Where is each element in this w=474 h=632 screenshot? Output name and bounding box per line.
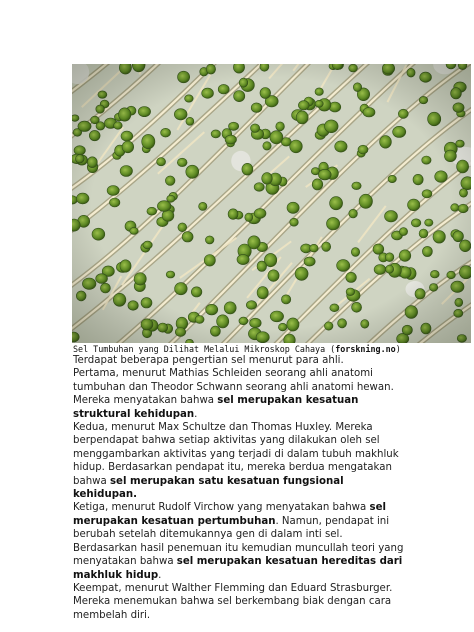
paragraph-text: Keempat, menurut Walther Flemming dan Eduard Strasburger. Mereka menemukan bahwa sel berkembang biak dengan cara membelah diri.: [73, 582, 393, 621]
bold-statement: sel merupakan kesatuan struktural kehidupan: [73, 395, 359, 420]
article-body: [73, 354, 409, 622]
micrograph-image: [72, 64, 471, 343]
paragraph: [73, 501, 409, 581]
bold-statement: sel merupakan kesatuan hereditas dari makhluk hidup: [73, 556, 403, 581]
paragraph-text: .: [194, 408, 198, 420]
caption-close: ): [395, 344, 401, 354]
paragraph-text: Pertama, menurut Mathias Schleiden seorang ahli anatomi tumbuhan dan Theodor Schwann seorang ahli anatomi hewan. Mereka menyatakan bahwa: [73, 368, 394, 407]
caption-text: Sel Tumbuhan yang Dilihat Melalui Mikroskop Cahaya (: [73, 344, 336, 354]
paragraph-text: Terdapat beberapa pengertian sel menurut para ahli.: [73, 355, 344, 366]
paragraph: [73, 421, 409, 501]
bold-statement: sel merupakan satu kesatuan fungsional kehidupan.: [73, 475, 344, 501]
paragraph: [73, 582, 409, 622]
paragraph: [73, 367, 409, 421]
paragraph: [73, 354, 409, 367]
bold-statement: sel merupakan kesatuan pertumbuhan: [73, 502, 386, 527]
paragraph-text: . Namun, pendapat ini berubah setelah ditemukannya gen di dalam inti sel. Berdasarkan hasil penemuan itu kemudian muncullah teori yang menyatakan bahwa: [73, 515, 404, 568]
paragraph-text: .: [158, 569, 162, 581]
plant-cell-micrograph: [72, 64, 471, 343]
paragraph-text: Ketiga, menurut Rudolf Virchow yang menyatakan bahwa: [73, 502, 370, 514]
caption-source: forskning.no: [335, 344, 396, 354]
paragraph-text: Kedua, menurut Max Schultze dan Thomas Huxley. Mereka berpendapat bahwa setiap aktivitas yang dilakukan oleh sel menggambarkan aktivitas yang terjadi di dalam tubuh makhluk hidup. Berdasarkan pendapat itu, mereka berdua mengatakan bahwa: [73, 422, 399, 487]
